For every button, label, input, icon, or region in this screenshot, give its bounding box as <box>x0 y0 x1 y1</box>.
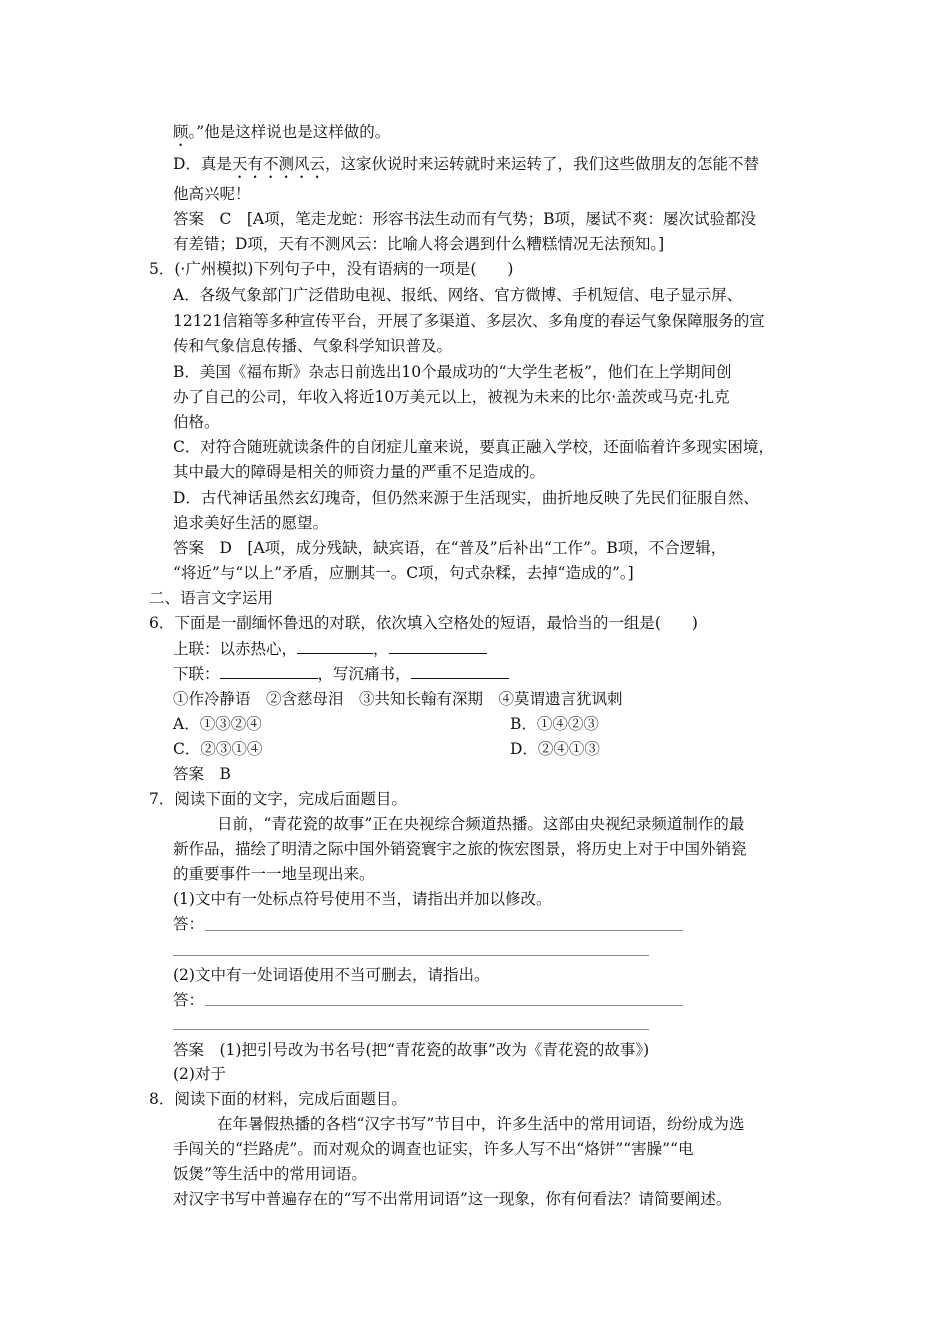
q7-answer-line-1b[interactable] <box>173 955 649 956</box>
q7-subquestion-1: (1)文中有一处标点符号使用不当，请指出并加以修改。 <box>173 890 552 908</box>
q6-phrase-list: ①作冷静语 ②含慈母泪 ③共知长翰有深期 ④莫谓遗言犹讽刺 <box>173 690 623 708</box>
q5-option-c-line1: C．对符合随班就读条件的自闭症儿童来说，要真正融入学校，还面临着许多现实困境， <box>173 438 774 456</box>
q4-option-d-line1: D．真是天有不测风云，这家伙说时来运转就时来运转了，我们这些做朋友的怎能不替 <box>173 155 759 173</box>
q8-stem: 8．阅读下面的材料，完成后面题目。 <box>149 1090 407 1108</box>
q5-option-a-line2: 12121信箱等多种宣传平台，开展了多渠道、多层次、多角度的春运气象保障服务的宣 <box>173 312 765 330</box>
q5-answer-line2: “将近”与“以上”矛盾，应删其一。C项，句式杂糅，去掉“造成的”。] <box>173 564 634 582</box>
q5-option-b-line1: B．美国《福布斯》杂志日前选出10个最成功的“大学生老板”，他们在上学期间创 <box>173 363 732 381</box>
q6-option-d: D．②④①③ <box>510 740 600 758</box>
q6-upper-couplet: 上联：以赤热心， ， <box>173 638 487 660</box>
emphasis-dot-char: 顾 <box>173 123 189 141</box>
q6-blank-1[interactable] <box>297 639 373 654</box>
q7-answer-line-1a[interactable] <box>205 930 683 931</box>
q7-answer-line1: 答案 (1)把引号改为书名号(把“青花瓷的故事”改为《青花瓷的故事》) <box>173 1041 650 1059</box>
q6-blank-3[interactable] <box>220 664 318 679</box>
q5-stem: 5．(·广州模拟)下列句子中，没有语病的一项是( ) <box>149 260 514 278</box>
q7-answer-label-1: 答： <box>173 915 205 933</box>
q8-passage-line1: 在年暑假热播的各档“汉字书写”节目中，许多生活中的常用词语，纷纷成为选 <box>217 1115 745 1133</box>
q8-passage-line2: 手闯关的“拦路虎”。而对观众的调查也证实，许多人写不出“烙饼”“害臊”“电 <box>173 1140 694 1158</box>
q7-answer-label-2: 答： <box>173 991 205 1009</box>
q6-blank-4[interactable] <box>411 664 509 679</box>
q6-stem: 6．下面是一副缅怀鲁迅的对联，依次填入空格处的短语，最恰当的一组是( ) <box>149 614 698 632</box>
q5-option-d-line1: D．古代神话虽然玄幻瑰奇，但仍然来源于生活现实，曲折地反映了先民们征服自然、 <box>173 489 759 507</box>
q7-stem: 7．阅读下面的文字，完成后面题目。 <box>149 790 407 808</box>
q5-option-b-line2: 办了自己的公司，年收入将近10万美元以上，被视为未来的比尔·盖茨或马克·扎克 <box>173 388 730 406</box>
q5-option-b-line3: 伯格。 <box>173 413 220 431</box>
q8-passage-line3: 饭煲”等生活中的常用词语。 <box>173 1165 367 1183</box>
q6-lower-couplet: 下联： ，写沉痛书， <box>173 663 509 685</box>
q5-option-d-line2: 追求美好生活的愿望。 <box>173 514 329 532</box>
q5-option-a-line3: 传和气象信息传播、气象科学知识普及。 <box>173 337 453 355</box>
q7-passage-line2: 新作品，描绘了明清之际中国外销瓷寰宇之旅的恢宏图景，将历史上对于中国外销瓷 <box>173 840 747 858</box>
section-heading: 二、语言文字运用 <box>149 589 274 607</box>
q7-subquestion-2: (2)文中有一处词语使用不当可删去，请指出。 <box>173 966 490 984</box>
q6-blank-2[interactable] <box>389 639 487 654</box>
q7-answer-line2: (2)对于 <box>173 1065 226 1083</box>
q8-question: 对汉字书写中普遍存在的“写不出常用词语”这一现象，你有何看法？请简要阐述。 <box>173 1190 732 1208</box>
q7-passage-line3: 的重要事件一一地呈现出来。 <box>173 865 375 883</box>
q4-answer-line2: 有差错；D项，天有不测风云：比喻人将会遇到什么糟糕情况无法预知。] <box>173 235 665 253</box>
q4-answer-line1: 答案 C [A项，笔走龙蛇：形容书法生动而有气势；B项，屡试不爽：屡次试验都没 <box>173 210 756 228</box>
q4-tail-text: 。”他是这样说也是这样做的。 <box>188 123 391 141</box>
q7-passage-line1: 日前，“青花瓷的故事”正在央视综合频道热播。这部由央视纪录频道制作的最 <box>217 815 745 833</box>
q5-answer-line1: 答案 D [A项，成分残缺，缺宾语，在“普及”后补出“工作”。B项，不合逻辑， <box>173 539 727 557</box>
q5-option-a-line1: A．各级气象部门广泛借助电视、报纸、网络、官方微博、手机短信、电子显示屏、 <box>173 286 743 304</box>
q4-option-c-tail <box>173 121 390 150</box>
q6-answer: 答案 B <box>173 765 231 783</box>
q6-option-b: B．①④②③ <box>510 715 599 733</box>
q4-option-d-line2: 他高兴呢！ <box>173 185 251 203</box>
q5-option-c-line2: 其中最大的障碍是相关的师资力量的严重不足造成的。 <box>173 463 546 481</box>
q7-answer-line-2b[interactable] <box>173 1029 649 1030</box>
q6-option-c: C．②③①④ <box>173 740 263 758</box>
q7-answer-line-2a[interactable] <box>205 1005 683 1006</box>
q6-option-a: A．①③②④ <box>173 715 262 733</box>
q4-option-d-emphasized-idiom: 天有不测风云 <box>231 155 325 173</box>
